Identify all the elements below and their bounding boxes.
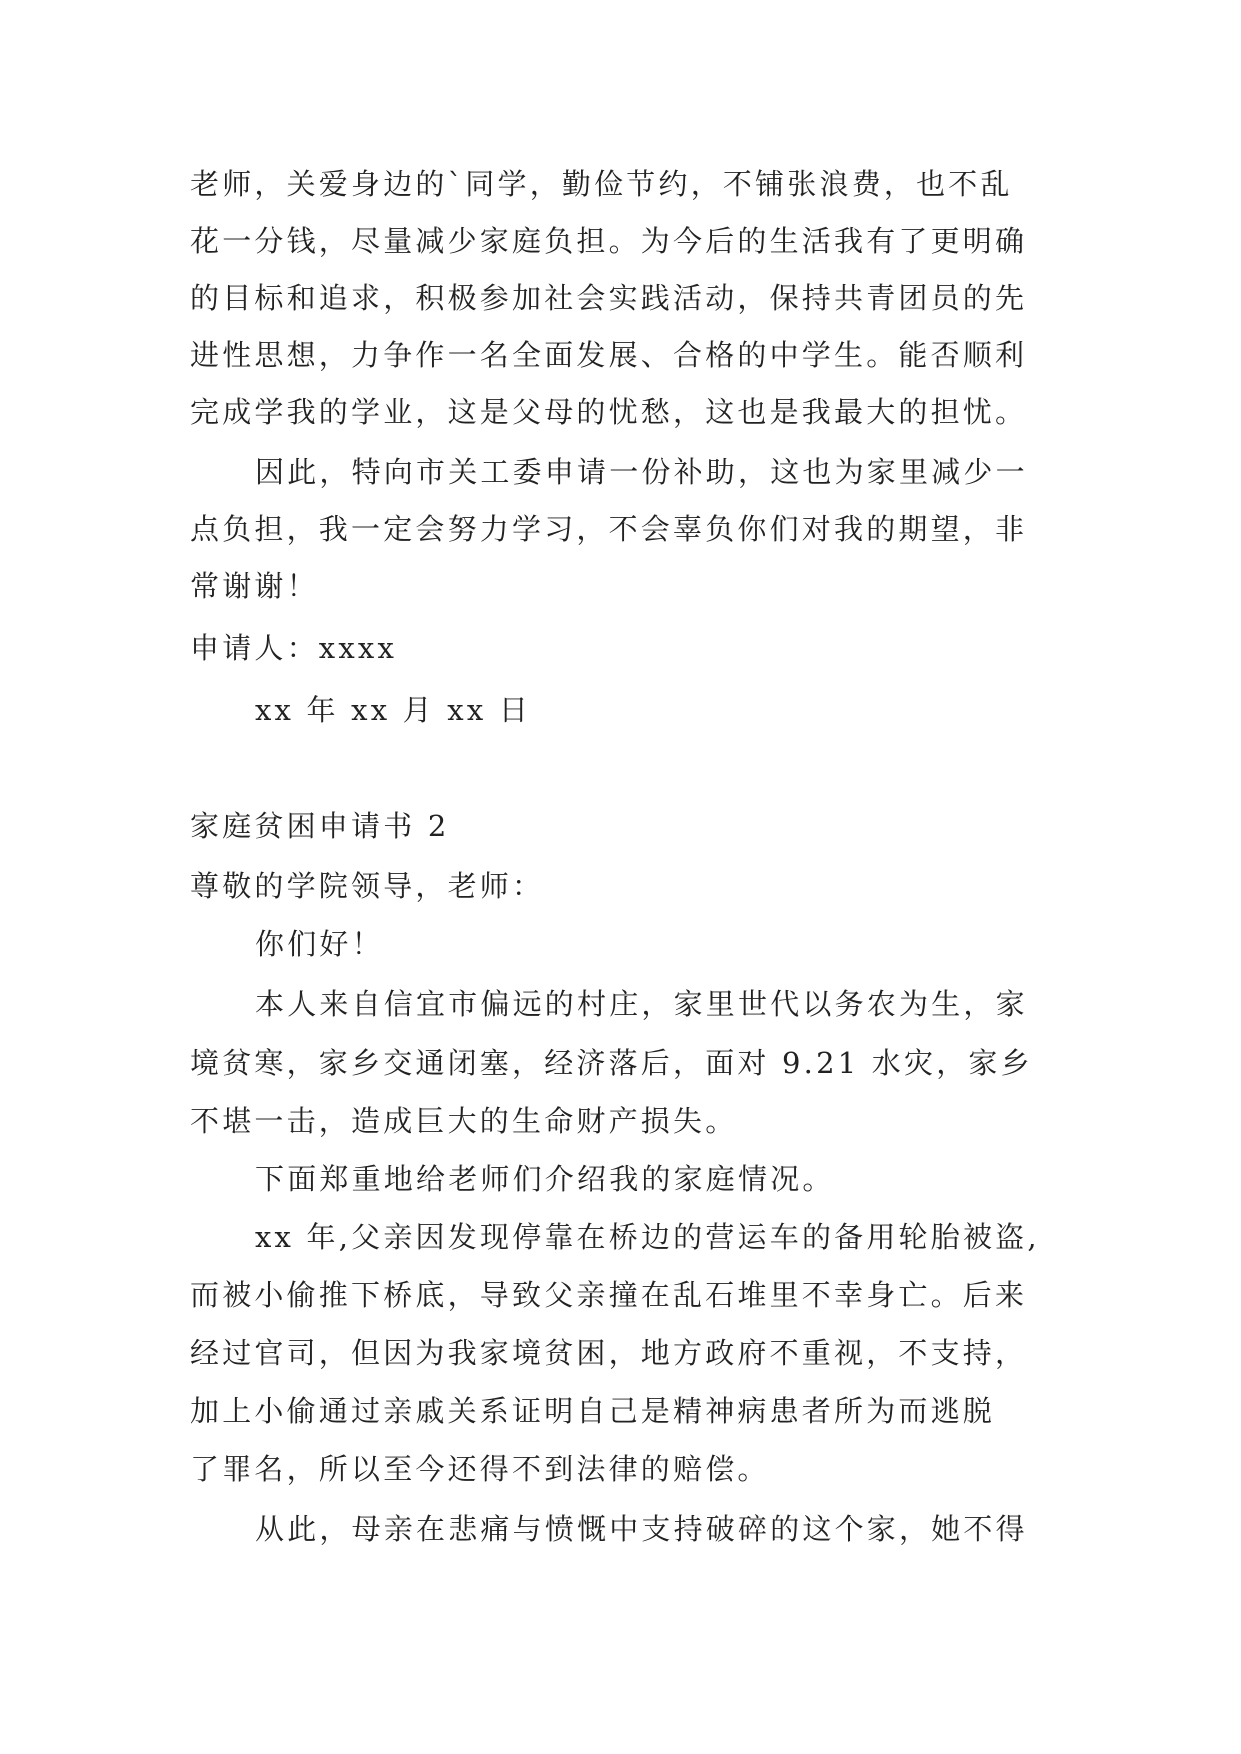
paragraph-line: 加上小偷通过亲戚关系证明自己是精神病患者所为而逃脱 <box>190 1394 996 1428</box>
paragraph-line: 进性思想，力争作一名全面发展、合格的中学生。能否顺利 <box>190 338 1028 372</box>
paragraph-line: 完成学我的学业，这是父母的忧愁，这也是我最大的担忧。 <box>190 395 1028 429</box>
paragraph-line: xx 年,父亲因发现停靠在桥边的营运车的备用轮胎被盗, <box>255 1220 1040 1254</box>
paragraph-line: 了罪名，所以至今还得不到法律的赔偿。 <box>190 1452 770 1486</box>
paragraph-line: 的目标和追求，积极参加社会实践活动，保持共青团员的先 <box>190 281 1028 315</box>
applicant-signature: 申请人：xxxx <box>190 631 398 665</box>
paragraph-line: 常谢谢！ <box>190 569 319 603</box>
section-title: 家庭贫困申请书 2 <box>190 809 450 843</box>
paragraph-line: 从此，母亲在悲痛与愤慨中支持破碎的这个家，她不得 <box>255 1512 1028 1546</box>
paragraph-line: 境贫寒，家乡交通闭塞，经济落后，面对 9.21 水灾，家乡 <box>190 1046 1033 1080</box>
paragraph-line: 老师，关爱身边的`同学，勤俭节约，不铺张浪费，也不乱 <box>190 167 1013 201</box>
paragraph-line: 经过官司，但因为我家境贫困，地方政府不重视，不支持， <box>190 1336 1028 1370</box>
greeting: 你们好！ <box>255 927 384 961</box>
signature-date: xx 年 xx 月 xx 日 <box>255 693 532 727</box>
paragraph-line: 本人来自信宜市偏远的村庄，家里世代以务农为生，家 <box>255 987 1028 1021</box>
paragraph-line: 不堪一击，造成巨大的生命财产损失。 <box>190 1104 738 1138</box>
paragraph-line: 点负担，我一定会努力学习，不会辜负你们对我的期望，非 <box>190 512 1028 546</box>
salutation: 尊敬的学院领导，老师： <box>190 869 545 903</box>
paragraph-line: 而被小偷推下桥底，导致父亲撞在乱石堆里不幸身亡。后来 <box>190 1278 1028 1312</box>
paragraph-line: 花一分钱，尽量减少家庭负担。为今后的生活我有了更明确 <box>190 224 1028 258</box>
paragraph-line: 因此，特向市关工委申请一份补助，这也为家里减少一 <box>255 455 1028 489</box>
paragraph-line: 下面郑重地给老师们介绍我的家庭情况。 <box>255 1162 835 1196</box>
